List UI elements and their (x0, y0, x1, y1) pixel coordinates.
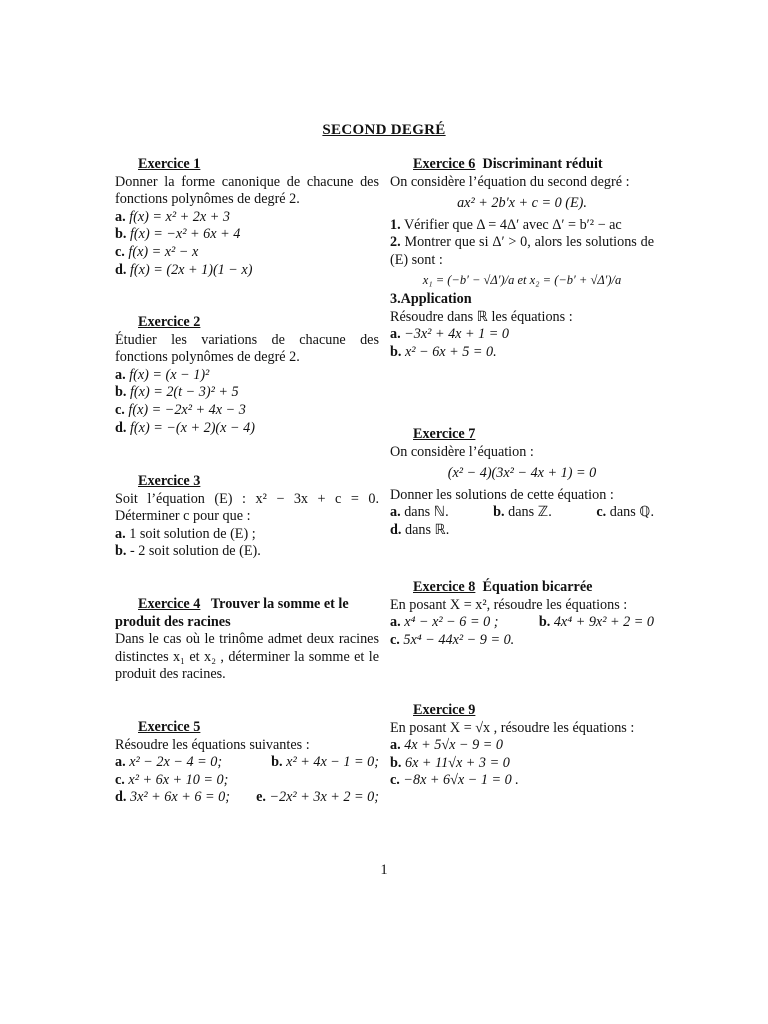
exercise-7 (390, 426, 654, 540)
list-item: a. −3x² + 4x + 1 = 0 (390, 326, 509, 343)
list-item: d. f(x) = (2x + 1)(1 − x) (115, 261, 253, 278)
list-item: b. f(x) = −x² + 6x + 4 (115, 226, 241, 243)
list-item: d. dans ℝ. (390, 521, 450, 538)
exercise-4-intro: Dans le cas où le trinôme admet deux racines distinctes x₁ et x₂ , déterminer la somme et le produit des racines. (115, 631, 379, 683)
exercise-2-label: Exercice 2 (138, 314, 201, 330)
exercise-6-subtitle: Discriminant réduit (482, 156, 603, 172)
exercise-4-subtitle: Trouver la somme et le produit des racines (115, 596, 349, 630)
exercise-8-subtitle: Équation bicarrée (482, 579, 593, 595)
exercise-7-intro: On considère l’équation : (390, 443, 534, 460)
exercise-9 (390, 702, 654, 790)
list-item: a. 1 soit solution de (E) ; (115, 525, 256, 542)
list-item: d. 3x² + 6x + 6 = 0; e. −2x² + 3x + 2 = 0; (115, 789, 379, 806)
exercise-6-application-title: 3.Application (390, 291, 472, 308)
exercise-6-application-intro: Résoudre dans ℝ les équations : (390, 308, 573, 325)
list-item: a. x² − 2x − 4 = 0; b. x² + 4x − 1 = 0; (115, 754, 379, 771)
exercise-6-equation: ax² + 2b′x + c = 0 (E). (457, 195, 587, 212)
exercise-6-intro: On considère l’équation du second degré : (390, 173, 630, 190)
exercise-4-label: Exercice 4 (138, 596, 201, 612)
exercise-3-label: Exercice 3 (138, 473, 201, 489)
exercise-9-label: Exercice 9 (413, 702, 476, 718)
exercise-7-question: Donner les solutions de cette équation : (390, 486, 614, 503)
document-title: SECOND DEGRÉ (322, 122, 446, 138)
list-item: a. f(x) = (x − 1)² (115, 366, 210, 383)
exercise-8 (390, 579, 654, 649)
list-item: c. 5x⁴ − 44x² − 9 = 0. (390, 631, 515, 648)
list-item: a. f(x) = x² + 2x + 3 (115, 208, 230, 225)
exercise-6-q2: 2. Montrer que si Δ′ > 0, alors les solutions de (E) sont : (390, 234, 655, 268)
exercise-6-q1: 1. Vérifier que Δ = 4Δ′ avec Δ′ = b′² − ac (390, 216, 622, 233)
list-item: b. x² − 6x + 5 = 0. (390, 343, 497, 360)
list-item: a. dans ℕ. b. dans ℤ. c. dans ℚ. (390, 504, 654, 521)
exercise-4 (115, 596, 379, 684)
exercise-6-label: Exercice 6 (413, 156, 476, 172)
list-item: c. −8x + 6√x − 1 = 0 . (390, 772, 519, 789)
exercise-8-label: Exercice 8 (413, 579, 476, 595)
list-item: c. f(x) = −2x² + 4x − 3 (115, 401, 246, 418)
exercise-8-intro: En posant X = x², résoudre les équations : (390, 596, 628, 613)
exercise-5-label: Exercice 5 (138, 719, 201, 735)
exercise-5 (115, 719, 379, 807)
exercise-2 (115, 314, 379, 437)
exercise-1-label: Exercice 1 (138, 156, 201, 172)
exercise-3 (115, 473, 379, 561)
list-item: a. 4x + 5√x − 9 = 0 (390, 737, 503, 754)
list-item: d. f(x) = −(x + 2)(x − 4) (115, 419, 255, 436)
page-number: 1 (380, 862, 388, 878)
exercise-1-intro: Donner la forme canonique de chacune des fonctions polynômes de degré 2. (115, 173, 379, 208)
exercise-9-intro: En posant X = √x , résoudre les équations : (390, 719, 635, 736)
list-item: c. x² + 6x + 10 = 0; (115, 771, 229, 788)
list-item: b. 6x + 11√x + 3 = 0 (390, 754, 510, 771)
exercise-7-equation: (x² − 4)(3x² − 4x + 1) = 0 (447, 465, 597, 482)
exercise-6-solutions: x₁ = (−b′ − √Δ′)/a et x₂ = (−b′ + √Δ′)/a (422, 272, 622, 287)
list-item: b. - 2 soit solution de (E). (115, 543, 261, 560)
list-item: c. f(x) = x² − x (115, 243, 199, 260)
exercise-2-intro: Étudier les variations de chacune des fonctions polynômes de degré 2. (115, 331, 379, 366)
exercise-5-intro: Résoudre les équations suivantes : (115, 736, 310, 753)
list-item: b. f(x) = 2(t − 3)² + 5 (115, 384, 239, 401)
list-item: a. x⁴ − x² − 6 = 0 ; b. 4x⁴ + 9x² + 2 = 0 (390, 614, 654, 631)
exercise-1 (115, 156, 379, 279)
exercise-3-intro: Soit l’équation (E) : x² − 3x + c = 0. Déterminer c pour que : (115, 490, 379, 525)
exercise-6 (390, 156, 654, 362)
exercise-7-label: Exercice 7 (413, 426, 476, 442)
